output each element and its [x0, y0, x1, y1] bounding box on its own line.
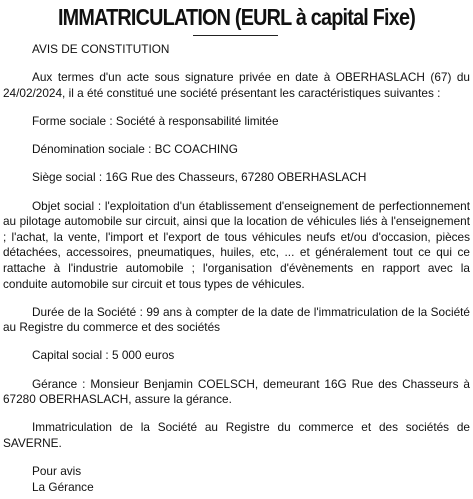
denomination-sociale: Dénomination sociale : BC COACHING	[32, 142, 238, 157]
closing	[3, 464, 470, 495]
duree-societe: Durée de la Société : 99 ans à compter de la date de l'immatriculation de la Société au Registre du commerce et des sociétés	[3, 304, 470, 335]
notice-title: IMMATRICULATION (EURL à capital Fixe)	[57, 4, 416, 30]
siege-social: Siège social : 16G Rue des Chasseurs, 67280 OBERHASLACH	[32, 170, 367, 185]
notice-body	[3, 42, 470, 495]
intro-paragraph: Aux termes d'un acte sous signature privée en date à OBERHASLACH (67) du 24/02/2024, il a été constitué une société présentant les caractéristiques suivantes :	[3, 70, 470, 100]
notice-heading: AVIS DE CONSTITUTION	[32, 42, 170, 56]
forme-sociale: Forme sociale : Société à responsabilité limitée	[32, 113, 279, 128]
capital-social: Capital social : 5 000 euros	[32, 348, 175, 363]
closing-la-gerance: La Gérance	[32, 479, 94, 494]
title-underline	[193, 35, 278, 36]
objet-social: Objet social : l'exploitation d'un établissement d'enseignement de perfectionnement au pilotage automobile sur circuit, ainsi que la location de véhicules liés à l'enseignement ; l'achat, la vente, l'import et l'export de tous véhicules neufs et/ou d'occasion, pièces détachées, accessoires, pneumatiques, huiles, etc, ... et généralement tout ce qui ce rattache à l'industrie automobile ; l'organisation d'évènements en rapport avec la conduite automobile sur circuit et tous types de véhicules.	[3, 198, 470, 291]
immatriculation-rcs: Immatriculation de la Société au Registre du commerce et des sociétés de SAVERNE.	[3, 420, 470, 451]
closing-pour-avis: Pour avis	[32, 464, 82, 479]
gerance: Gérance : Monsieur Benjamin COELSCH, demeurant 16G Rue des Chasseurs à 67280 OBERHASLACH, assure la gérance.	[3, 376, 470, 407]
